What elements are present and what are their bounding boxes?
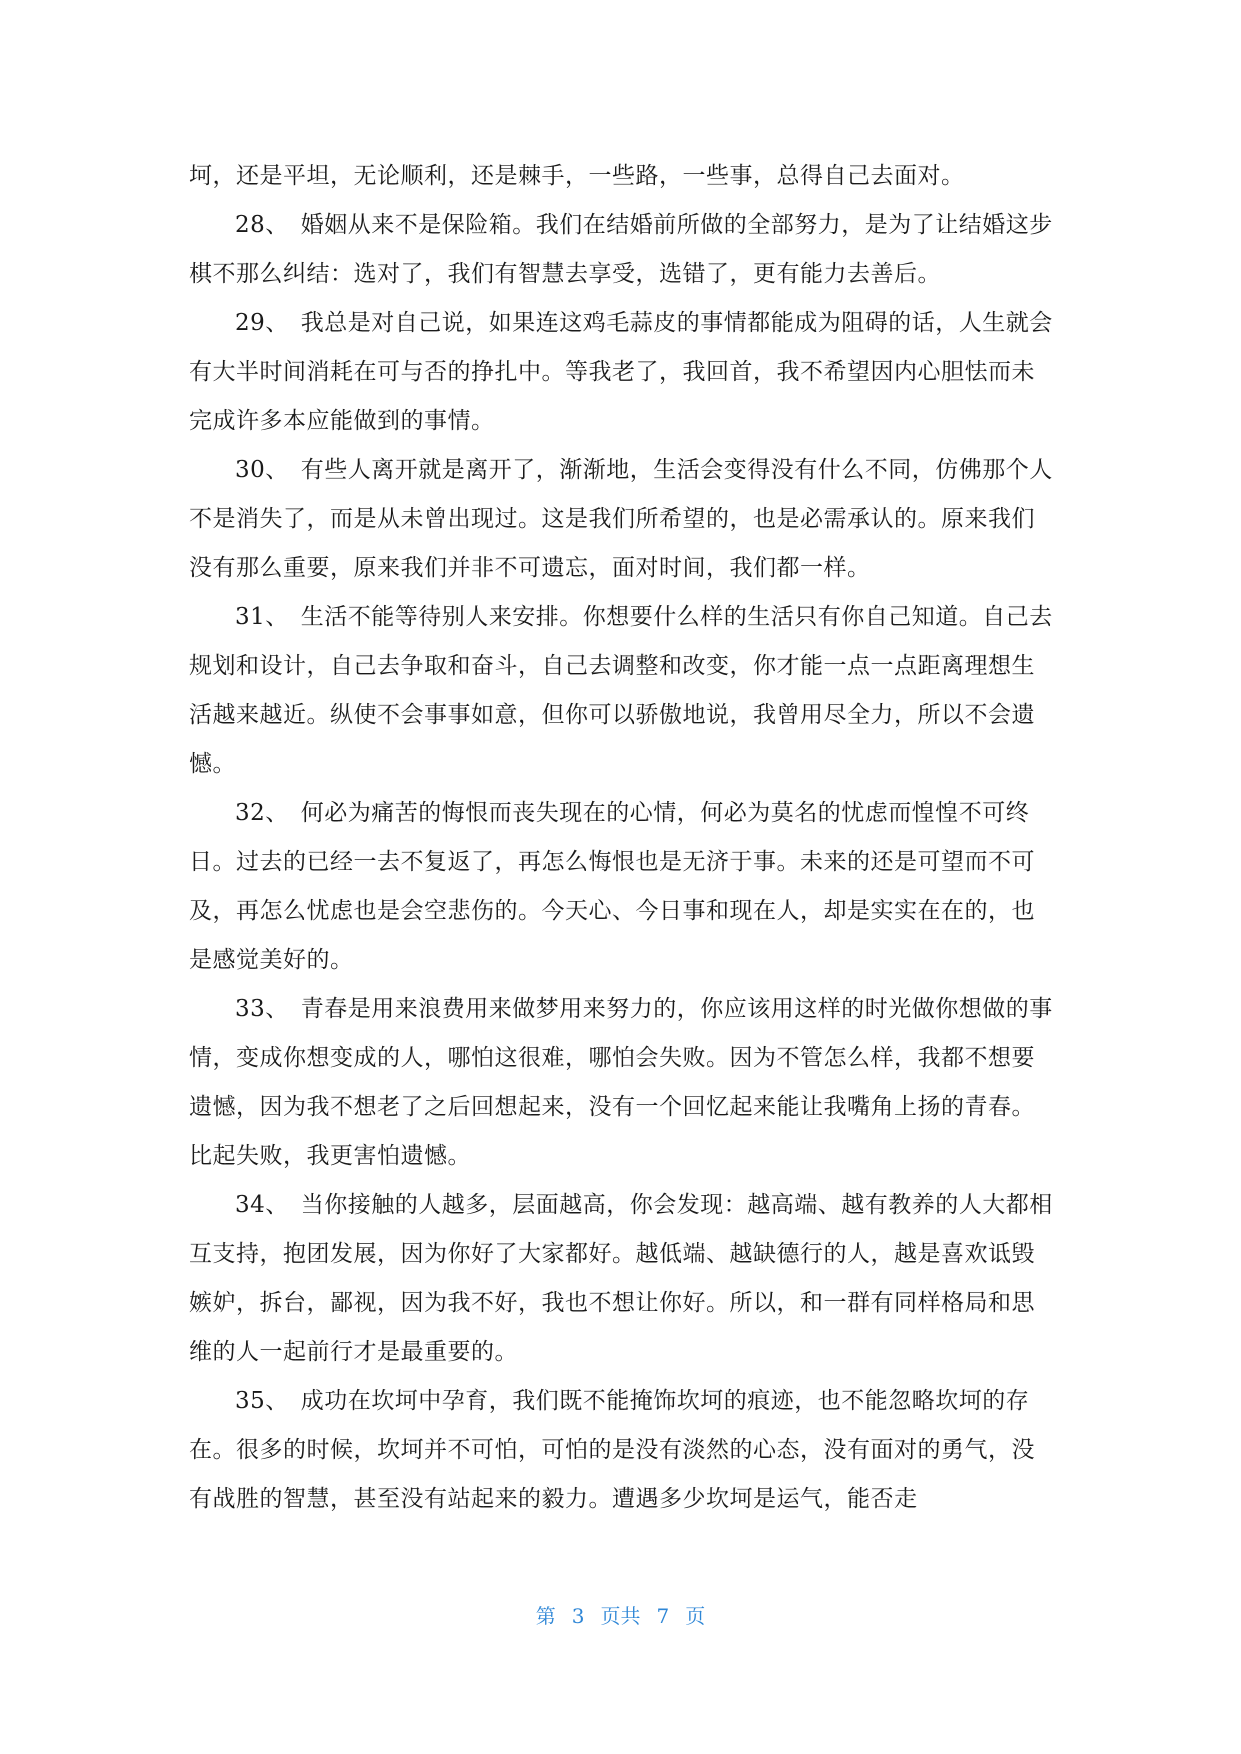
document-body <box>189 152 1055 1524</box>
item-number: 29、 <box>235 310 289 336</box>
item-number: 28、 <box>235 212 289 238</box>
item-text: 青春是用来浪费用来做梦用来努力的，你应该用这样的时光做你想做的事情，变成你想变成的人，哪怕这很难，哪怕会失败。因为不管怎么样，我都不想要遗憾，因为我不想老了之后回想起来，没有一个回忆起来能让我嘴角上扬的青春。比起失败，我更害怕遗憾。 <box>189 996 1053 1169</box>
item-number: 32、 <box>235 800 289 826</box>
item-number: 31、 <box>235 604 289 630</box>
list-item <box>189 1181 1055 1377</box>
item-text: 生活不能等待别人来安排。你想要什么样的生活只有你自己知道。自己去规划和设计，自己去争取和奋斗，自己去调整和改变，你才能一点一点距离理想生活越来越近。纵使不会事事如意，但你可以骄傲地说，我曾用尽全力，所以不会遗憾。 <box>189 604 1053 777</box>
item-number: 35、 <box>235 1388 289 1414</box>
item-text: 成功在坎坷中孕育，我们既不能掩饰坎坷的痕迹，也不能忽略坎坷的存在。很多的时候，坎坷并不可怕，可怕的是没有淡然的心态，没有面对的勇气，没有战胜的智慧，甚至没有站起来的毅力。遭遇多少坎坷是运气，能否走 <box>189 1388 1035 1512</box>
footer-prefix: 第 <box>535 1604 556 1628</box>
footer-middle: 页共 <box>600 1604 641 1628</box>
continuation-paragraph: 坷，还是平坦，无论顺利，还是棘手，一些路，一些事，总得自己去面对。 <box>189 163 965 189</box>
list-item <box>189 446 1055 593</box>
item-text: 婚姻从来不是保险箱。我们在结婚前所做的全部努力，是为了让结婚这步棋不那么纠结：选对了，我们有智慧去享受，选错了，更有能力去善后。 <box>189 212 1053 287</box>
item-text: 我总是对自己说，如果连这鸡毛蒜皮的事情都能成为阻碍的话，人生就会有大半时间消耗在可与否的挣扎中。等我老了，我回首，我不希望因内心胆怯而未完成许多本应能做到的事情。 <box>189 310 1053 434</box>
list-item <box>189 789 1055 985</box>
list-item <box>189 201 1055 299</box>
list-item <box>189 593 1055 789</box>
item-number: 34、 <box>235 1192 289 1218</box>
item-number: 30、 <box>235 457 289 483</box>
item-text: 何必为痛苦的悔恨而丧失现在的心情，何必为莫名的忧虑而惶惶不可终日。过去的已经一去不复返了，再怎么悔恨也是无济于事。未来的还是可望而不可及，再怎么忧虑也是会空悲伤的。今天心、今日事和现在人，却是实实在在的，也是感觉美好的。 <box>189 800 1035 973</box>
list-item <box>189 985 1055 1181</box>
item-text: 有些人离开就是离开了，渐渐地，生活会变得没有什么不同，仿佛那个人不是消失了，而是从未曾出现过。这是我们所希望的，也是必需承认的。原来我们没有那么重要，原来我们并非不可遗忘，面对时间，我们都一样。 <box>189 457 1053 581</box>
footer-suffix: 页 <box>685 1604 706 1628</box>
item-text: 当你接触的人越多，层面越高，你会发现：越高端、越有教养的人大都相互支持，抱团发展，因为你好了大家都好。越低端、越缺德行的人，越是喜欢诋毁嫉妒，拆台，鄙视，因为我不好，我也不想让你好。所以，和一群有同样格局和思维的人一起前行才是最重要的。 <box>189 1192 1053 1365</box>
page-footer <box>0 1600 1241 1629</box>
item-number: 33、 <box>235 996 289 1022</box>
footer-page-number: 3 <box>571 1604 585 1628</box>
list-item <box>189 1377 1055 1524</box>
footer-total-pages: 7 <box>656 1604 670 1628</box>
list-item <box>189 299 1055 446</box>
